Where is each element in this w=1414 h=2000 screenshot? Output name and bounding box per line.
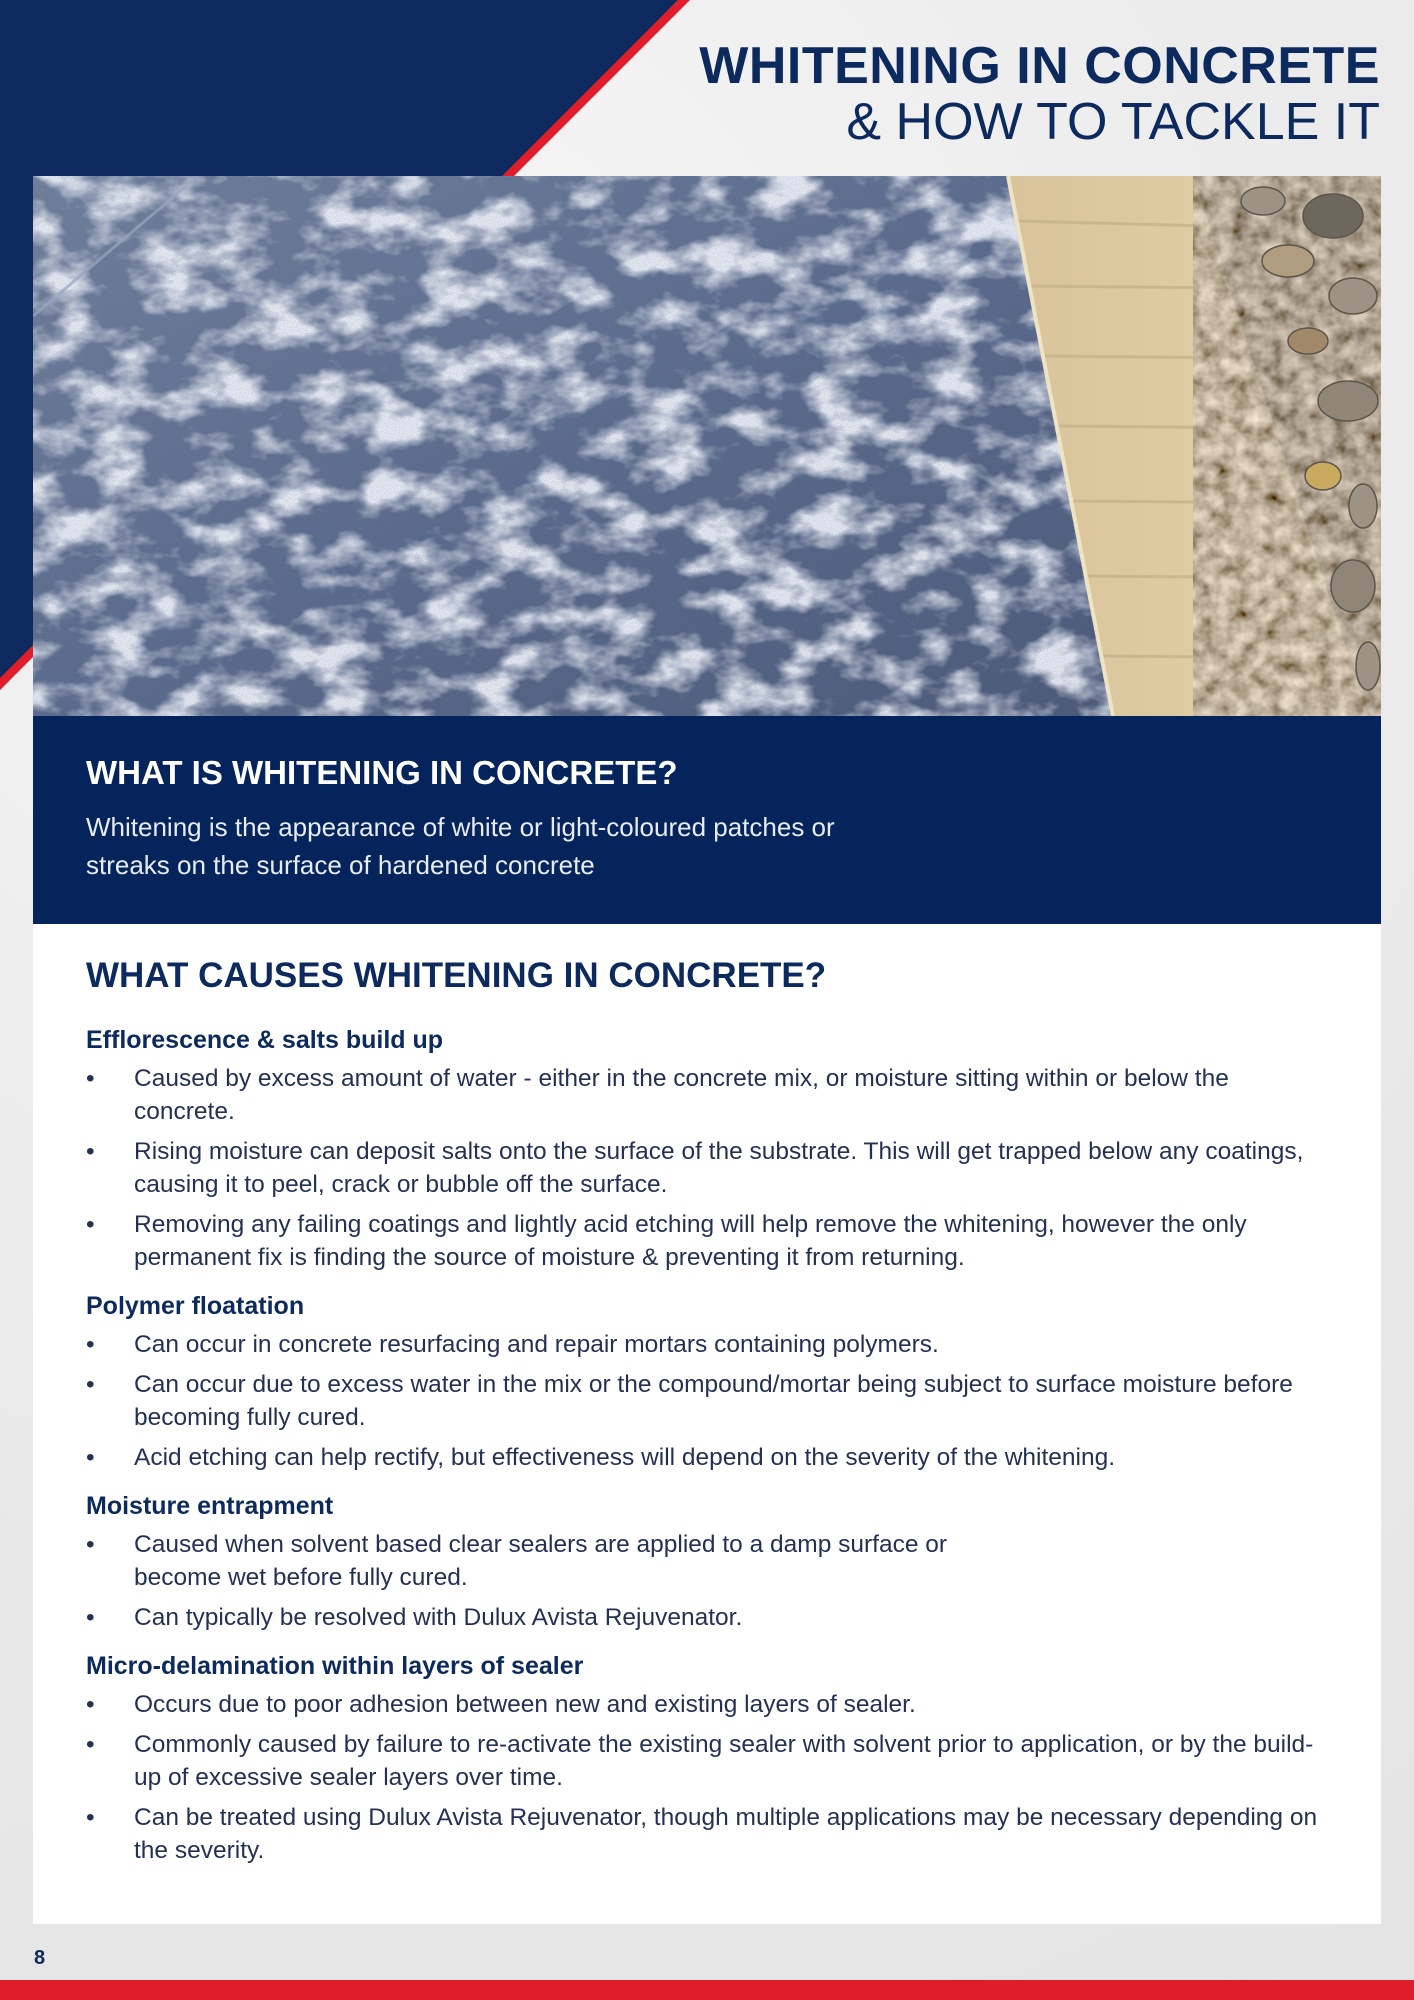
- list-item: • Caused by excess amount of water - either in the concrete mix, or moisture sitting within or below the concrete.: [86, 1065, 1229, 1125]
- intro-heading: WHAT IS WHITENING IN CONCRETE?: [86, 754, 678, 791]
- causes-card: [33, 924, 1381, 1924]
- causes-content: [86, 1022, 1336, 1874]
- section-title-moisture-entrapment: Moisture entrapment: [86, 1492, 334, 1520]
- page-title: [699, 38, 1380, 150]
- list-item: • Can occur in concrete resurfacing and repair mortars containing polymers.: [86, 1331, 939, 1358]
- list-item: • Can occur due to excess water in the mix or the compound/mortar being subject to surface moisture before becoming fully cured.: [86, 1371, 1293, 1431]
- efflorescence-list: [86, 1062, 1336, 1274]
- list-item: • Rising moisture can deposit salts onto the surface of the substrate. This will get trapped below any coatings, causing it to peel, crack or bubble off the surface.: [86, 1138, 1304, 1198]
- list-item: • Occurs due to poor adhesion between new and existing layers of sealer.: [86, 1691, 916, 1718]
- list-item: • Caused when solvent based clear sealers are applied to a damp surface or become wet before fully cured.: [86, 1531, 948, 1591]
- list-item: • Acid etching can help rectify, but effectiveness will depend on the severity of the whitening.: [86, 1444, 1116, 1471]
- list-item: • Can be treated using Dulux Avista Rejuvenator, though multiple applications may be necessary depending on the severity.: [86, 1804, 1318, 1864]
- list-item: • Can typically be resolved with Dulux Avista Rejuvenator.: [86, 1604, 743, 1631]
- title-line-1: WHITENING IN CONCRETE: [699, 37, 1380, 95]
- concrete-whitening-photo: [33, 176, 1381, 716]
- list-item: • Removing any failing coatings and lightly acid etching will help remove the whitening, however the only permanent fix is finding the source of moisture & preventing it from returning.: [86, 1211, 1247, 1271]
- footer-bar: [0, 1980, 1414, 2000]
- section-title-micro-delamination: Micro-delamination within layers of sealer: [86, 1652, 584, 1680]
- section-title-efflorescence: Efflorescence & salts build up: [86, 1026, 444, 1054]
- micro-delamination-list: [86, 1688, 1336, 1867]
- list-item: • Commonly caused by failure to re-activate the existing sealer with solvent prior to application, or by the build-up of excessive sealer layers over time.: [86, 1731, 1314, 1791]
- intro-text: Whitening is the appearance of white or light-coloured patches or streaks on the surface of hardened concrete: [86, 812, 835, 880]
- polymer-floatation-list: [86, 1328, 1336, 1474]
- section-title-polymer-floatation: Polymer floatation: [86, 1292, 305, 1320]
- moisture-entrapment-list: [86, 1528, 1336, 1634]
- causes-heading: WHAT CAUSES WHITENING IN CONCRETE?: [86, 956, 827, 995]
- page-number: 8: [34, 1947, 46, 1969]
- title-line-2: & HOW TO TACKLE IT: [846, 93, 1380, 151]
- intro-banner: [33, 716, 1381, 924]
